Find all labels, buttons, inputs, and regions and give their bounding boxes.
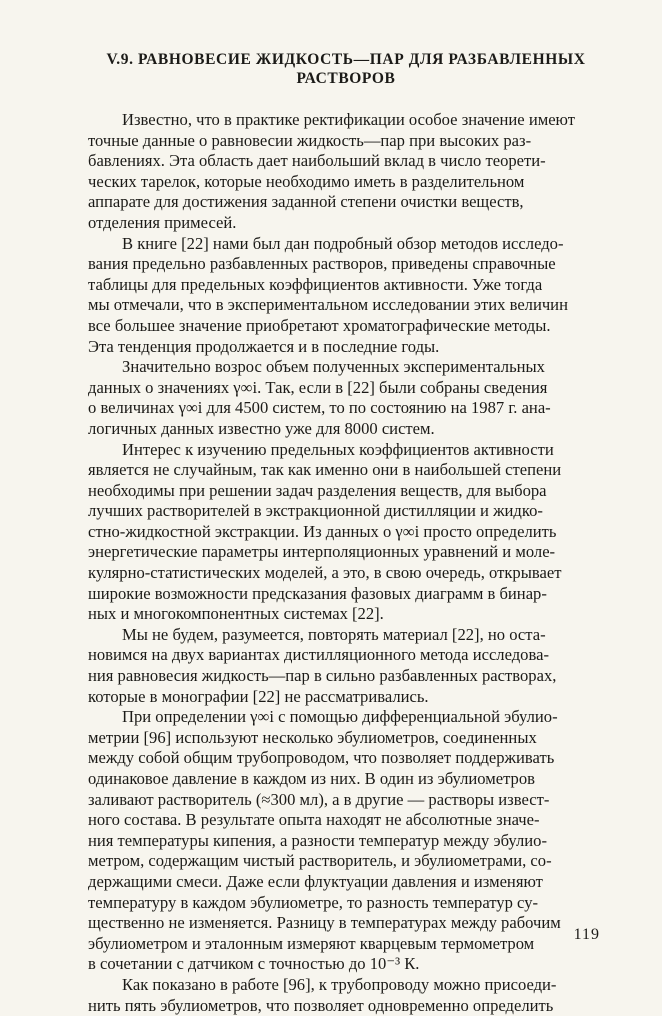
paragraph bbox=[88, 975, 604, 1016]
text-line: Значительно возрос объем полученных экспериментальных bbox=[122, 357, 545, 377]
text-line: нить пять эбулиометров, что позволяет одновременно определить bbox=[88, 995, 554, 1015]
text-line: необходимы при решении задач разделения веществ, для выбора bbox=[88, 480, 547, 500]
section-title-line: V.9. РАВНОВЕСИЕ ЖИДКОСТЬ—ПАР ДЛЯ РАЗБАВЛЕННЫХ bbox=[106, 51, 586, 68]
text-line: ного состава. В результате опыта находят не абсолютные значе- bbox=[88, 810, 540, 830]
text-line: мы отмечали, что в экспериментальном исследовании этих величин bbox=[88, 295, 568, 315]
paragraph bbox=[88, 707, 604, 975]
text-line: вания предельно разбавленных растворов, приведены справочные bbox=[88, 254, 556, 274]
text-line: Как показано в работе [96], к трубопроводу можно присоеди- bbox=[122, 974, 557, 994]
text-line: В книге [22] нами был дан подробный обзор методов исследо- bbox=[122, 233, 564, 253]
text-line: между собой общим трубопроводом, что позволяет поддерживать bbox=[88, 748, 555, 768]
text-line: в сочетании с датчиком с точностью до 10⁻³ К. bbox=[88, 954, 420, 974]
text-line: ния равновесия жидкость—пар в сильно разбавленных растворах, bbox=[88, 666, 557, 686]
text-line: которые в монографии [22] не рассматривались. bbox=[88, 686, 429, 706]
text-line: бавлениях. Эта область дает наибольший вклад в число теорети- bbox=[88, 151, 546, 171]
text-line: Интерес к изучению предельных коэффициентов активности bbox=[122, 439, 554, 459]
text-line: лучших растворителей в экстракционной дистилляции и жидко- bbox=[88, 501, 543, 521]
text-line: метрии [96] используют несколько эбулиометров, соединенных bbox=[88, 727, 537, 747]
text-line: ных и многокомпонентных системах [22]. bbox=[88, 604, 384, 624]
text-line: стно-жидкостной экстракции. Из данных о γ∞i просто определить bbox=[88, 521, 557, 541]
text-line: Мы не будем, разумеется, повторять материал [22], но оста- bbox=[122, 624, 546, 644]
paragraph bbox=[88, 234, 604, 358]
paragraph bbox=[88, 440, 604, 625]
text-line: широкие возможности предсказания фазовых диаграмм в бинар- bbox=[88, 583, 547, 603]
page-number: 119 bbox=[573, 926, 600, 943]
text-line: эбулиометром и эталонным измеряют кварцевым термометром bbox=[88, 933, 535, 953]
text-line: новимся на двух вариантах дистилляционного метода исследова- bbox=[88, 645, 549, 665]
text-line: точные данные о равновесии жидкость—пар при высоких раз- bbox=[88, 130, 532, 150]
paragraph bbox=[88, 625, 604, 707]
text-line: таблицы для предельных коэффициентов активности. Уже тогда bbox=[88, 274, 543, 294]
text-line: ческих тарелок, которые необходимо иметь в разделительном bbox=[88, 171, 525, 191]
paragraph bbox=[88, 357, 604, 439]
text-line: аппарате для достижения заданной степени очистки веществ, bbox=[88, 192, 524, 212]
text-line: Эта тенденция продолжается и в последние годы. bbox=[88, 336, 440, 356]
paragraph bbox=[88, 110, 604, 234]
text-line: кулярно-статистических моделей, а это, в свою очередь, открывает bbox=[88, 563, 562, 583]
section-title bbox=[88, 50, 604, 88]
text-line: является не случайным, так как именно они в наибольшей степени bbox=[88, 460, 562, 480]
text-line: щественно не изменяется. Разницу в температурах между рабочим bbox=[88, 913, 561, 933]
text-line: держащими смеси. Даже если флуктуации давления и изменяют bbox=[88, 871, 543, 891]
text-line: ния температуры кипения, а разности температур между эбулио- bbox=[88, 830, 547, 850]
text-line: отделения примесей. bbox=[88, 212, 237, 232]
text-line: одинаковое давление в каждом из них. В один из эбулиометров bbox=[88, 769, 535, 788]
body-text bbox=[88, 110, 604, 1016]
text-line: заливают растворитель (≈300 мл), а в другие — растворы извест- bbox=[88, 789, 550, 809]
text-line: данных о значениях γ∞i. Так, если в [22] были собраны сведения bbox=[88, 377, 548, 397]
text-line: энергетические параметры интерполяционных уравнений и моле- bbox=[88, 542, 556, 562]
section-title-line: РАСТВОРОВ bbox=[296, 70, 396, 87]
text-line: метром, содержащим чистый растворитель, и эбулиометрами, со- bbox=[88, 851, 552, 871]
text-line: все большее значение приобретают хроматографические методы. bbox=[88, 315, 551, 335]
text-line: При определении γ∞i с помощью дифференциальной эбулио- bbox=[122, 707, 558, 727]
text-line: логичных данных известно уже для 8000 систем. bbox=[88, 418, 435, 438]
text-line: о величинах γ∞i для 4500 систем, то по состоянию на 1987 г. ана- bbox=[88, 398, 551, 418]
text-line: температуру в каждом эбулиометре, то разность температур су- bbox=[88, 892, 539, 912]
text-line: Известно, что в практике ректификации особое значение имеют bbox=[122, 110, 575, 129]
